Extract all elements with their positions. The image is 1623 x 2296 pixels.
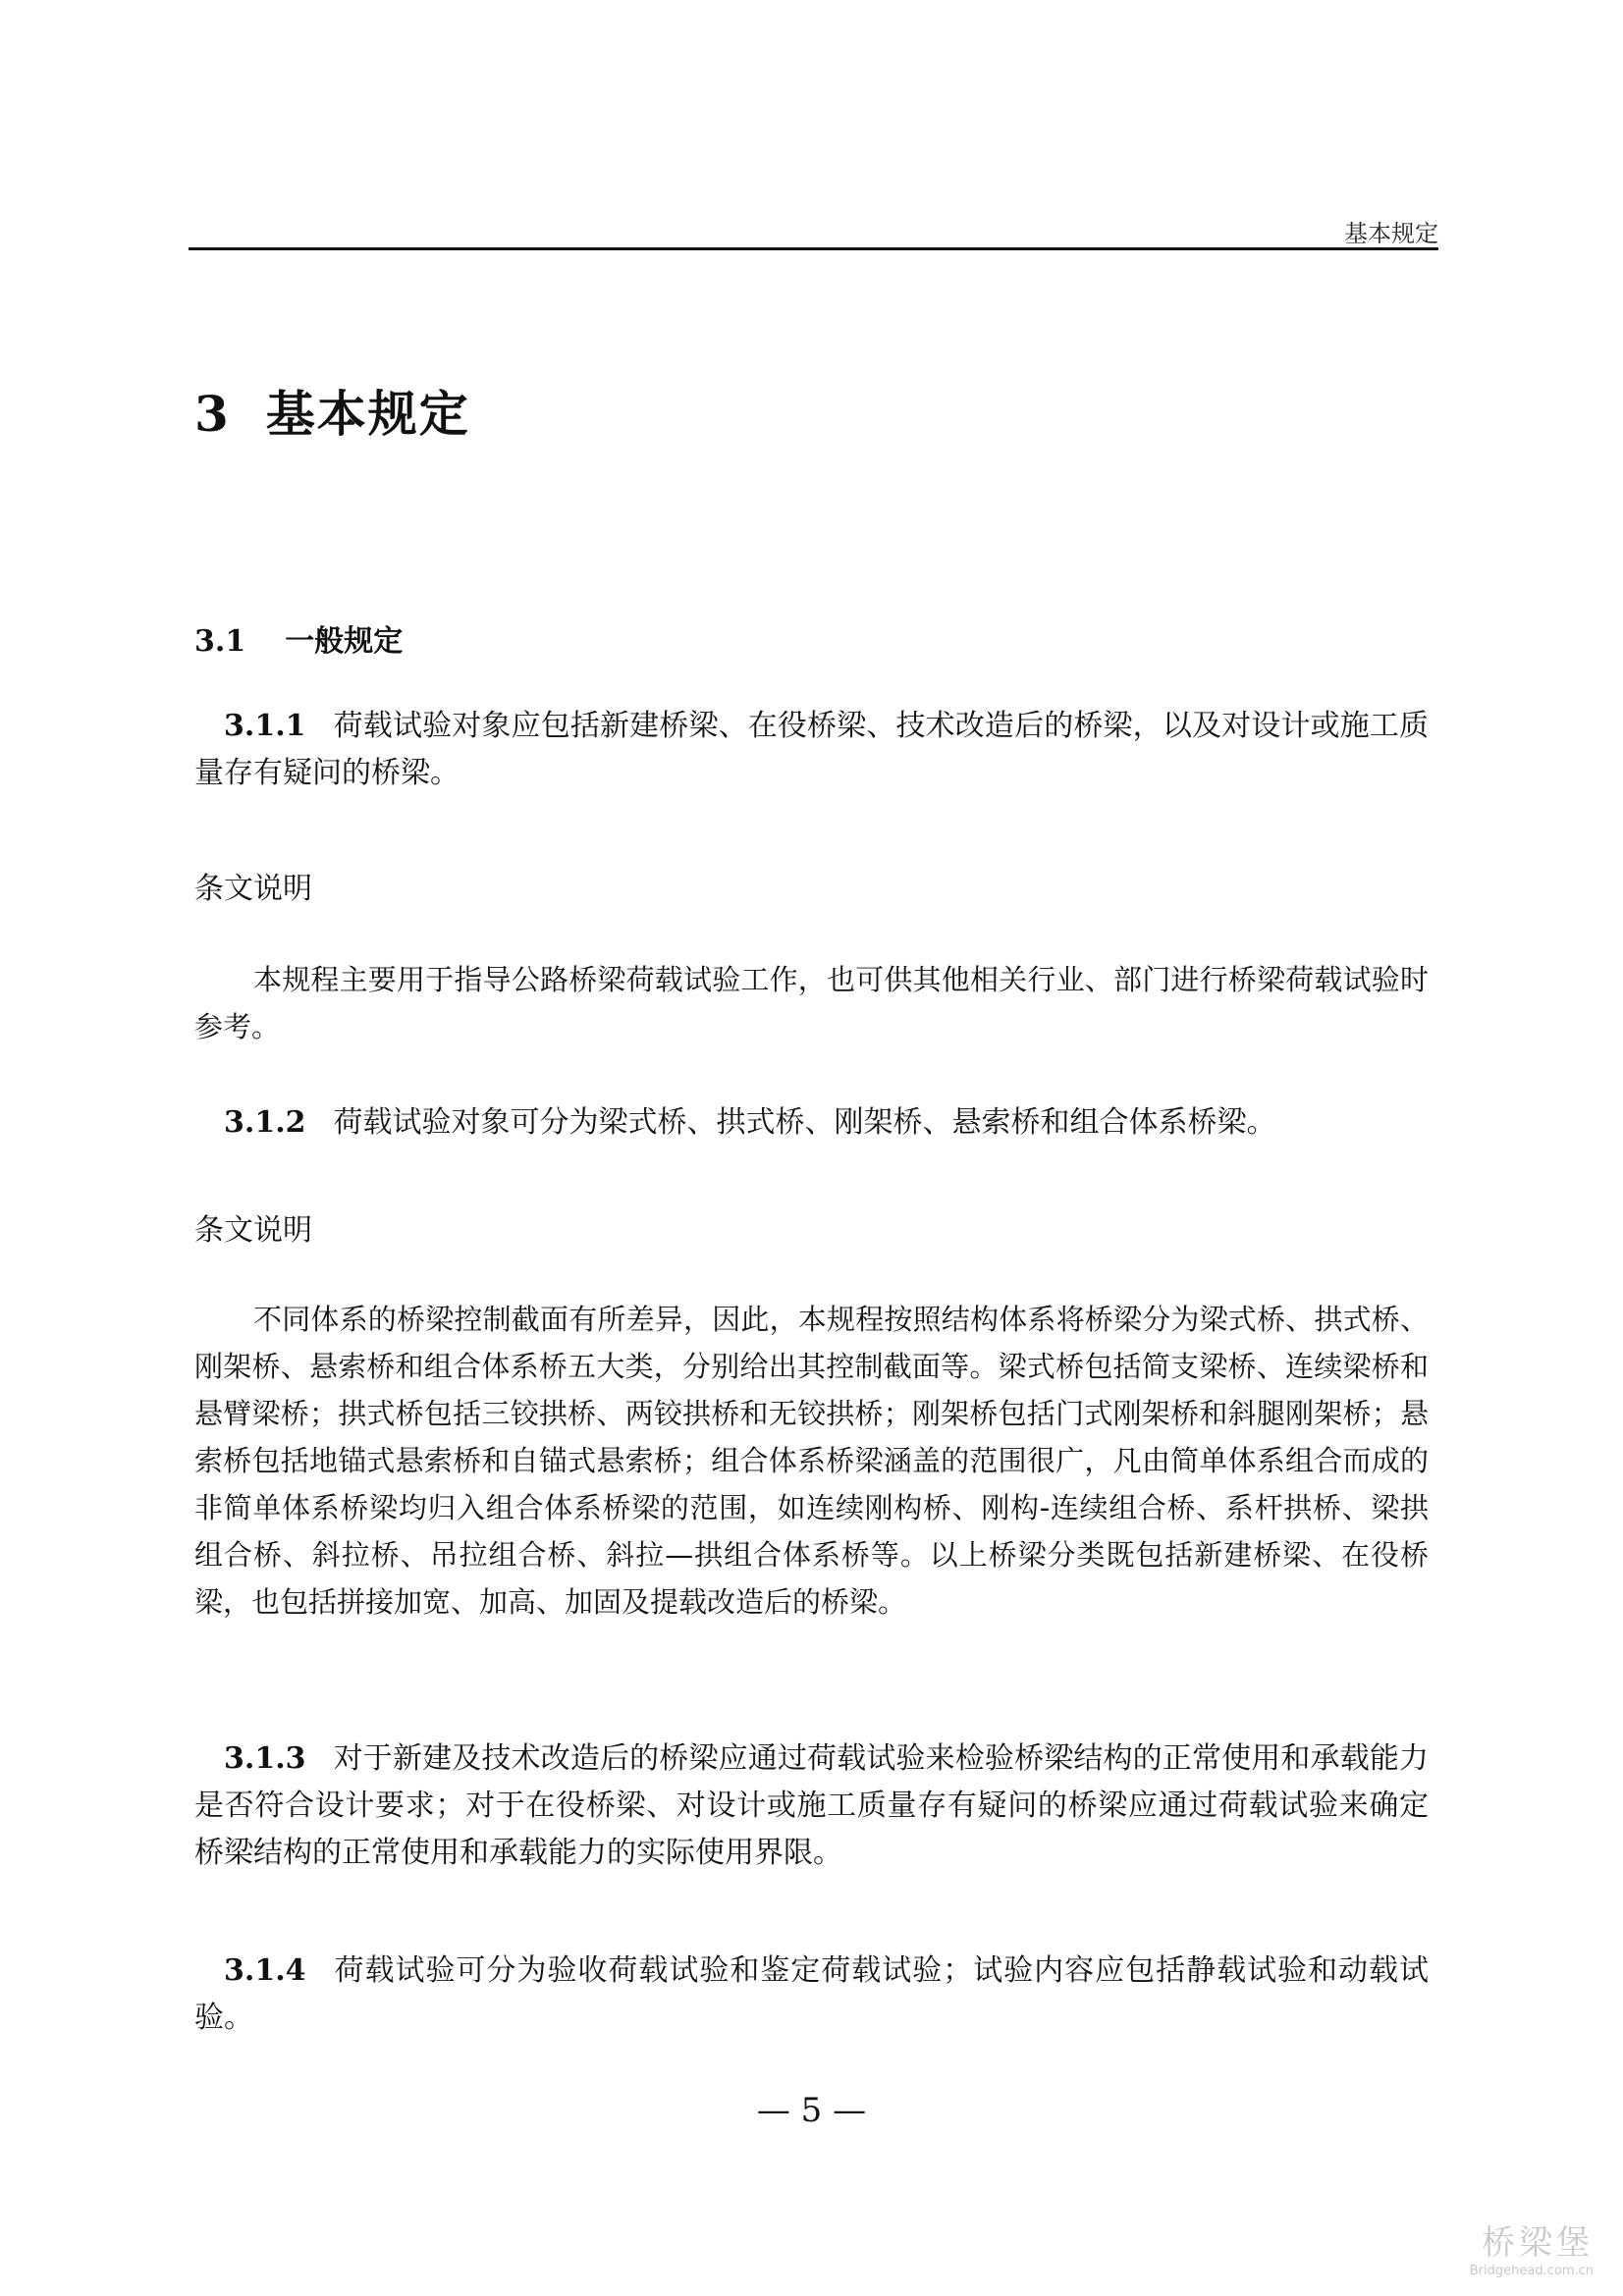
clause-number: 3.1.2 (224, 1105, 306, 1140)
running-header: 基本规定 (1344, 220, 1438, 247)
clause-number: 3.1.4 (224, 1953, 306, 1988)
clause-number: 3.1.3 (224, 1741, 306, 1776)
clause-text: 荷载试验可分为验收荷载试验和鉴定荷载试验；试验内容应包括静载试验和动载试验。 (194, 1953, 1429, 2035)
clause-3-1-3 (194, 1735, 1429, 1877)
header-rule (189, 247, 1438, 250)
section-title: 一般规定 (285, 624, 404, 659)
clause-3-1-1 (194, 703, 1429, 797)
watermark-main: 桥梁堡 (1482, 2223, 1594, 2263)
watermark-logo (1470, 2216, 1594, 2278)
note-title: 条文说明 (194, 1213, 312, 1248)
chapter-heading (194, 375, 470, 446)
section-heading (194, 616, 403, 660)
clause-text: 荷载试验对象可分为梁式桥、拱式桥、刚架桥、悬索桥和组合体系桥梁。 (333, 1105, 1276, 1140)
clause-text: 对于新建及技术改造后的桥梁应通过荷载试验来检验桥梁结构的正常使用和承载能力是否符合设计要求；对于在役桥梁、对设计或施工质量存有疑问的桥梁应通过荷载试验来确定桥梁结构的正常使用和承载能力的实际使用界限。 (194, 1741, 1429, 1870)
chapter-title: 基本规定 (265, 386, 470, 443)
clause-3-1-4 (194, 1948, 1429, 2042)
clause-text: 荷载试验对象应包括新建桥梁、在役桥梁、技术改造后的桥梁，以及对设计或施工质量存有疑问的桥梁。 (194, 709, 1429, 790)
section-number: 3.1 (194, 624, 246, 659)
note-text: 不同体系的桥梁控制截面有所差异，因此，本规程按照结构体系将桥梁分为梁式桥、拱式桥、刚架桥、悬索桥和组合体系桥五大类，分别给出其控制截面等。梁式桥包括简支梁桥、连续梁桥和悬臂梁桥；拱式桥包括三铰拱桥、两铰拱桥和无铰拱桥；刚架桥包括门式刚架桥和斜腿刚架桥；悬索桥包括地锚式悬索桥和自锚式悬索桥；组合体系桥梁涵盖的范围很广，凡由简单体系组合而成的非简单体系桥梁均归入组合体系桥梁的范围，如连续刚构桥、刚构-连续组合桥、系杆拱桥、梁拱组合桥、斜拉桥、吊拉组合桥、斜拉—拱组合体系桥等。以上桥梁分类既包括新建桥梁、在役桥梁，也包括拼接加宽、加高、加固及提载改造后的桥梁。 (194, 1303, 1429, 1619)
clause-number: 3.1.1 (224, 709, 306, 743)
clause-3-1-2 (194, 1099, 1429, 1147)
note-text: 本规程主要用于指导公路桥梁荷载试验工作，也可供其他相关行业、部门进行桥梁荷载试验时参考。 (194, 963, 1429, 1043)
watermark-sub: Bridgehead.com.cn (1469, 2264, 1594, 2278)
page-number: — 5 — (756, 2091, 867, 2130)
chapter-number: 3 (194, 385, 231, 443)
note-title: 条文说明 (194, 872, 312, 906)
